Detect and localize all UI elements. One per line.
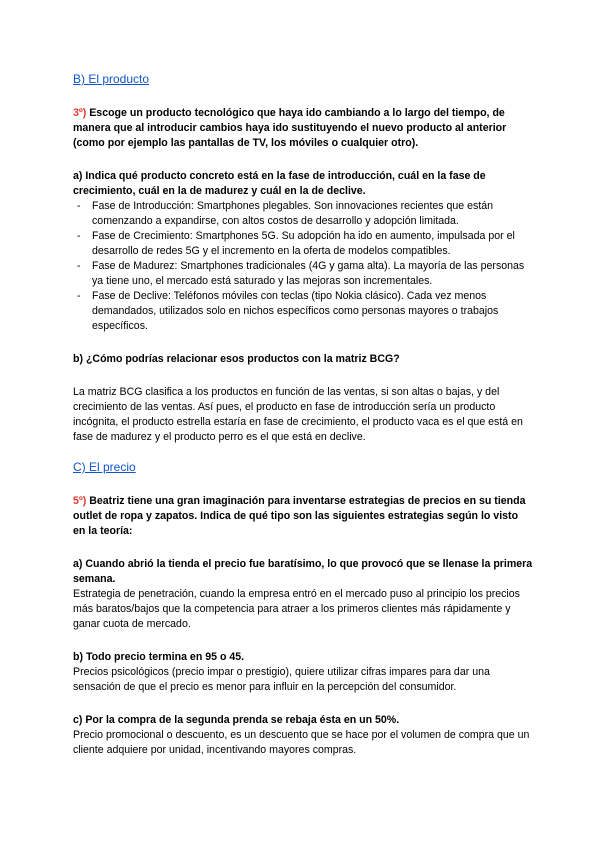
question-3b-answer: La matriz BCG clasifica a los productos en función de las ventas, si son altas o bajas, y del crecimiento de las ventas. Así pues, el producto en fase de introducción sería un producto incógnita, el producto estrella estaría en fase de crecimiento, el producto vaca es el que está en fase de madurez y el producto perro es el que está en declive. <box>73 386 523 443</box>
phase-list <box>73 199 533 334</box>
section-b-title-link[interactable]: B) El producto <box>73 72 150 86</box>
phase-growth: - Fase de Crecimiento: Smartphones 5G. Su adopción ha ido en aumento, impulsada por el desarrollo de redes 5G y el incremento en la oferta de modelos compatibles. <box>73 229 533 259</box>
question-3b-heading: b) ¿Cómo podrías relacionar esos productos con la matriz BCG? <box>73 353 400 365</box>
question-3 <box>73 106 533 151</box>
question-3-number: 3º) <box>73 107 87 119</box>
question-5c-answer: Precio promocional o descuento, es un descuento que se hace por el volumen de compra que un cliente adquiere por unidad, incentivando mayores compras. <box>73 729 530 756</box>
question-5 <box>73 494 533 539</box>
question-5c-heading: c) Por la compra de la segunda prenda se rebaja ésta en un 50%. <box>73 714 400 726</box>
question-5-number: 5º) <box>73 495 87 507</box>
phase-maturity: - Fase de Madurez: Smartphones tradicionales (4G y gama alta). La mayoría de las personas ya tiene uno, el mercado está saturado y las mejoras son incrementales. <box>73 259 533 289</box>
question-5a-answer: Estrategia de penetración, cuando la empresa entró en el mercado puso al principio los precios más baratos/bajos que la competencia para atraer a los primeros clientes más rápidamente y ganar cuota de mercado. <box>73 588 520 630</box>
phase-decline: - Fase de Declive: Teléfonos móviles con teclas (tipo Nokia clásico). Cada vez menos demandados, utilizados solo en nichos específicos como personas mayores o trabajos específicos. <box>73 289 533 334</box>
document-content <box>73 71 533 758</box>
phase-introduction: - Fase de Introducción: Smartphones plegables. Son innovaciones recientes que están comenzando a expandirse, con altos costos de desarrollo y adopción limitada. <box>73 199 533 229</box>
question-5-text: Beatriz tiene una gran imaginación para inventarse estrategias de precios en su tienda outlet de ropa y zapatos. Indica de qué tipo son las siguientes estrategias según lo visto en la teoría: <box>73 495 526 537</box>
section-c-title-link[interactable]: C) El precio <box>73 460 136 474</box>
question-3a-heading: a) Indica qué producto concreto está en la fase de introducción, cuál en la fase de crecimiento, cuál en la de madurez y cuál en la de declive. <box>73 170 486 197</box>
question-5a-heading: a) Cuando abrió la tienda el precio fue baratísimo, lo que provocó que se llenase la primera semana. <box>73 558 533 585</box>
question-5b-heading: b) Todo precio termina en 95 o 45. <box>73 651 245 663</box>
question-3-text: Escoge un producto tecnológico que haya ido cambiando a lo largo del tiempo, de manera que al introducir cambios haya ido sustituyendo el nuevo producto al anterior (como por ejemplo las pantallas de TV, los móviles o cualquier otro). <box>73 107 507 149</box>
question-5b-answer: Precios psicológicos (precio impar o prestigio), quiere utilizar cifras impares para dar una sensación de que el precio es menor para influir en la percepción del consumidor. <box>73 666 490 693</box>
